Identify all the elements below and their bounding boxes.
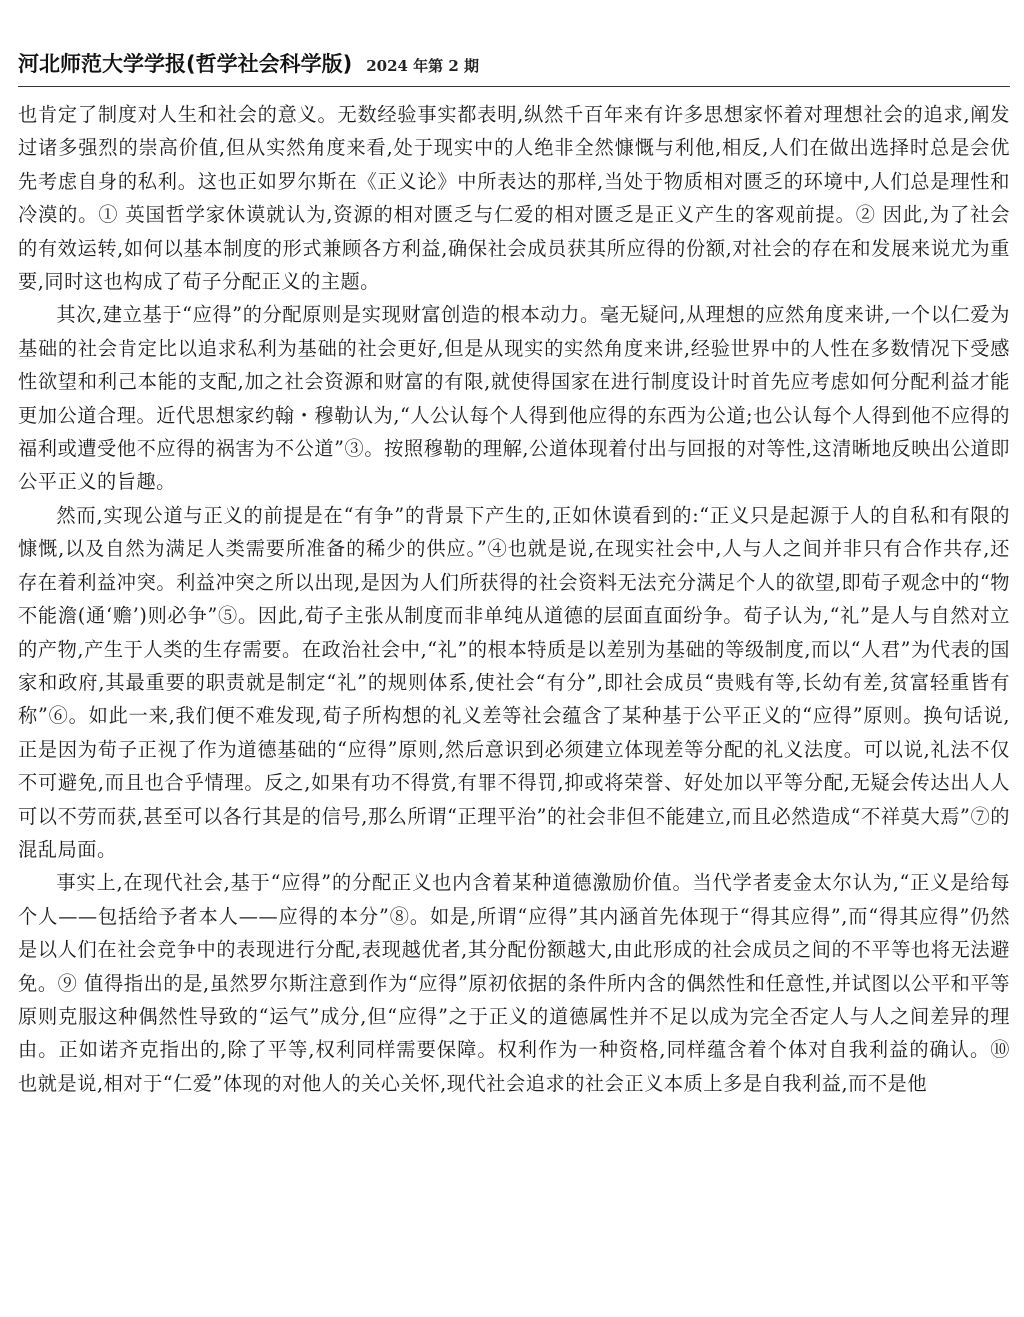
issue-info: 2024 年第 2 期 <box>366 57 480 75</box>
paragraph: 其次,建立基于“应得”的分配原则是实现财富创造的根本动力。毫无疑问,从理想的应然角度来讲,一个以仁爱为基础的社会肯定比以追求私利为基础的社会更好,但是从现实的实然角度来讲,经验世界中的人性在多数情况下受感性欲望和利己本能的支配,加之社会资源和财富的有限,就使得国家在进行制度设计时首先应考虑如何分配利益才能更加公道合理。近代思想家约翰・穆勒认为,“人公认每个人得到他应得的东西为公道;也公认每个人得到他不应得的福利或遭受他不应得的祸害为不公道”③。按照穆勒的理解,公道体现着付出与回报的对等性,这清晰地反映出公道即公平正义的旨趣。 <box>18 303 1010 494</box>
journal-title: 河北师范大学学报(哲学社会科学版) <box>18 52 353 76</box>
paragraph: 事实上,在现代社会,基于“应得”的分配正义也内含着某种道德激励价值。当代学者麦金太尔认为,“正义是给每个人——包括给予者本人——应得的本分”⑧。如是,所谓“应得”其内涵首先体现于“得其应得”,而“得其应得”仍然是以人们在社会竞争中的表现进行分配,表现越优者,其分配份额越大,由此形成的社会成员之间的不平等也将无法避免。⑨ 值得指出的是,虽然罗尔斯注意到作为“应得”原初依据的条件所内含的偶然性和任意性,并试图以公平和平等原则克服这种偶然性导致的“运气”成分,但“应得”之于正义的道德属性并不足以成为完全否定人与人之间差异的理由。正如诺齐克指出的,除了平等,权利同样需要保障。权利作为一种资格,同样蕴含着个体对自我利益的确认。⑩ 也就是说,相对于“仁爱”体现的对他人的关心关怀,现代社会追求的社会正义本质上多是自我利益,而不是他 <box>18 871 1010 1095</box>
article-body <box>18 98 1010 1100</box>
paragraph: 也肯定了制度对人生和社会的意义。无数经验事实都表明,纵然千百年来有许多思想家怀着对理想社会的追求,阐发过诸多强烈的崇高价值,但从实然角度来看,处于现实中的人绝非全然慷慨与利他,相反,人们在做出选择时总是会优先考虑自身的私利。这也正如罗尔斯在《正义论》中所表达的那样,当处于物质相对匮乏的环境中,人们总是理性和冷漠的。① 英国哲学家休谟就认为,资源的相对匮乏与仁爱的相对匮乏是正义产生的客观前提。② 因此,为了社会的有效运转,如何以基本制度的形式兼顾各方利益,确保社会成员获其所应得的份额,对社会的存在和发展来说尤为重要,同时这也构成了荀子分配正义的主题。 <box>18 103 1010 294</box>
header-divider <box>18 86 1010 87</box>
running-header <box>18 48 1008 78</box>
paragraph: 然而,实现公道与正义的前提是在“有争”的背景下产生的,正如休谟看到的:“正义只是起源于人的自私和有限的慷慨,以及自然为满足人类需要所准备的稀少的供应。”④也就是说,在现实社会中,人与人之间并非只有合作共存,还存在着利益冲突。利益冲突之所以出现,是因为人们所获得的社会资料无法充分满足个人的欲望,即荀子观念中的“物不能澹(通‘赡’)则必争”⑤。因此,荀子主张从制度而非单纯从道德的层面直面纷争。荀子认为,“礼”是人与自然对立的产物,产生于人类的生存需要。在政治社会中,“礼”的根本特质是以差别为基础的等级制度,而以“人君”为代表的国家和政府,其最重要的职责就是制定“礼”的规则体系,使社会“有分”,即社会成员“贵贱有等,长幼有差,贫富轻重皆有称”⑥。如此一来,我们便不难发现,荀子所构想的礼义差等社会蕴含了某种基于公平正义的“应得”原则。换句话说,正是因为荀子正视了作为道德基础的“应得”原则,然后意识到必须建立体现差等分配的礼义法度。可以说,礼法不仅不可避免,而且也合乎情理。反之,如果有功不得赏,有罪不得罚,抑或将荣誉、好处加以平等分配,无疑会传达出人人可以不劳而获,甚至可以各行其是的信号,那么所谓“正理平治”的社会非但不能建立,而且必然造成“不祥莫大焉”⑦的混乱局面。 <box>18 503 1010 861</box>
